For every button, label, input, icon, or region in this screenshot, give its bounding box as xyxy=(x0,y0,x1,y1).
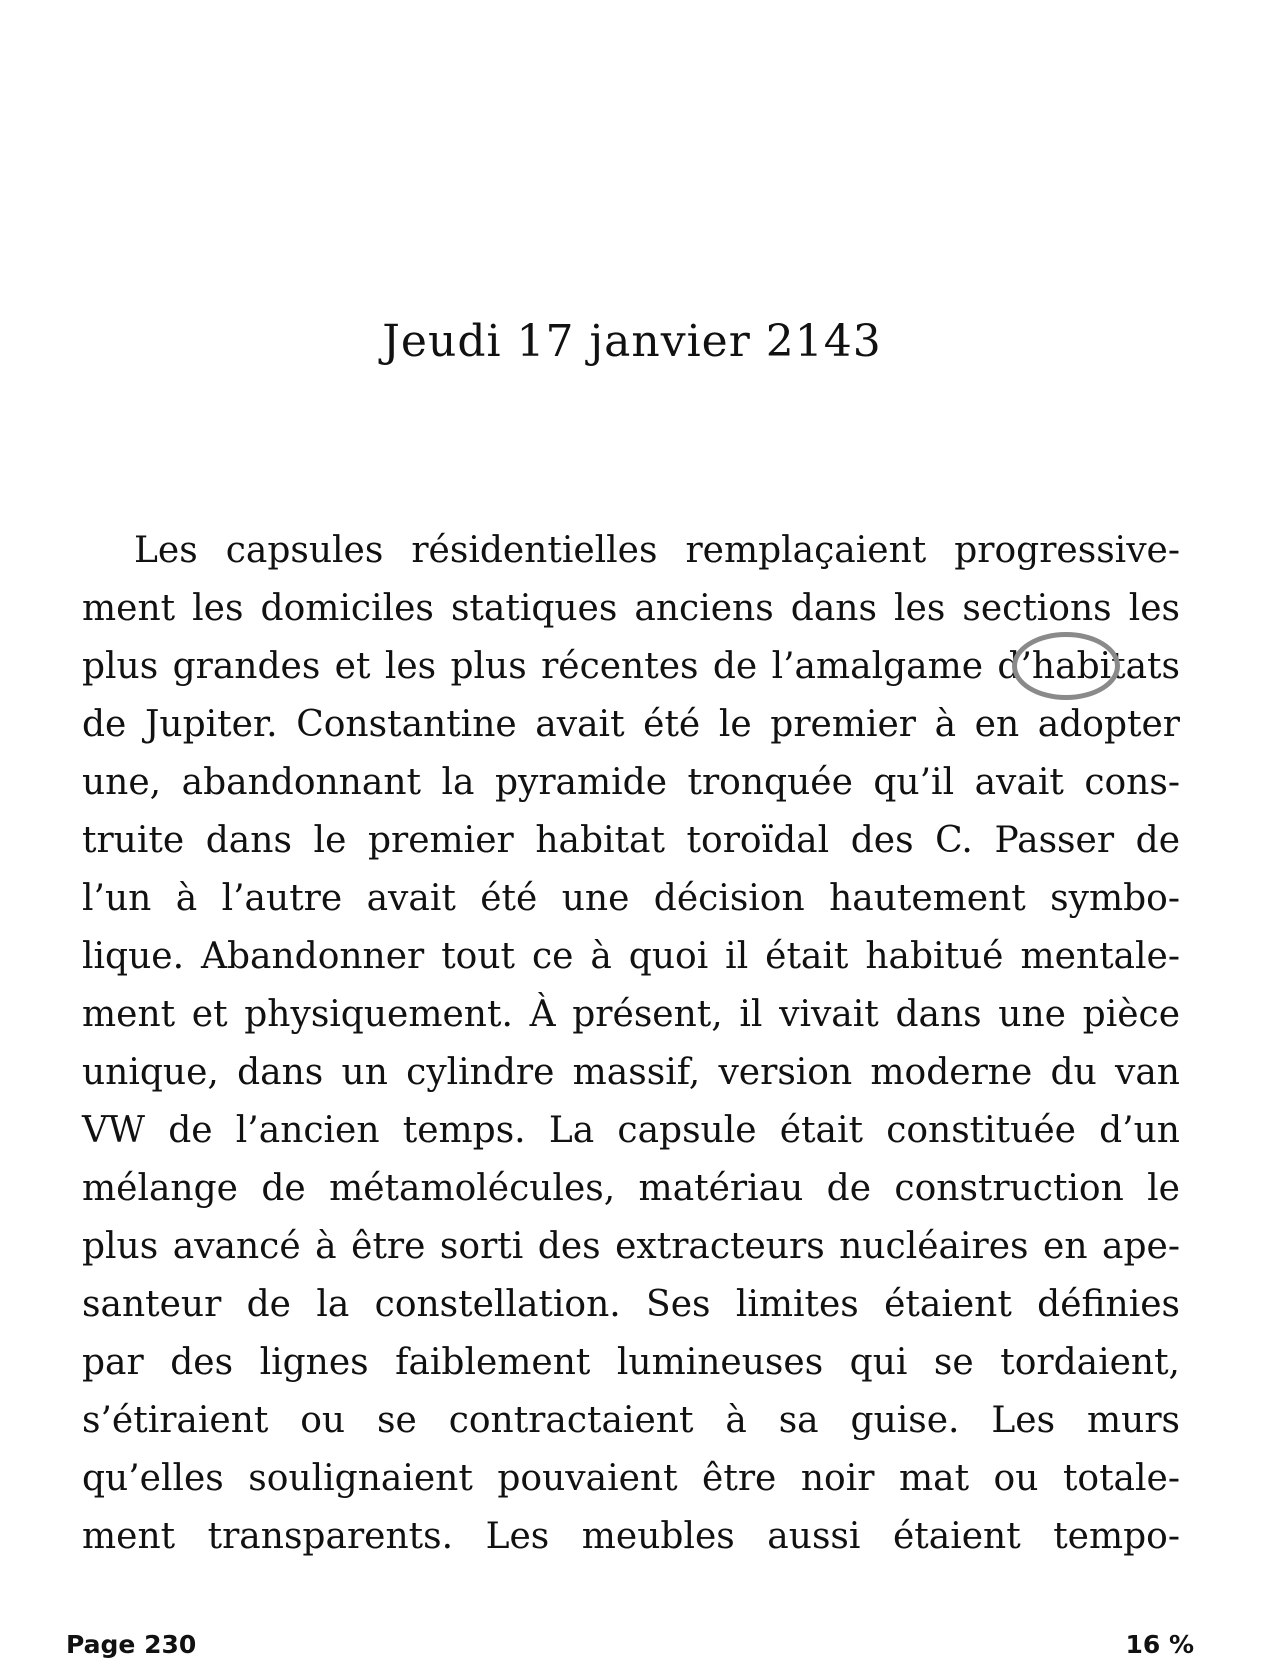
text-line[interactable]: mélange de métamolécules, matériau de construction le xyxy=(82,1168,1180,1209)
text-line[interactable]: Les capsules résidentielles remplaçaient progressive- xyxy=(134,530,1180,571)
text-line[interactable]: ment et physiquement. À présent, il vivait dans une pièce xyxy=(82,994,1180,1035)
text-line[interactable]: une, abandonnant la pyramide tronquée qu’il avait cons- xyxy=(82,762,1180,803)
text-line[interactable]: par des lignes faiblement lumineuses qui se tordaient, xyxy=(82,1342,1180,1383)
page-number: Page 230 xyxy=(66,1630,197,1659)
reader-footer xyxy=(0,1630,1264,1670)
text-line[interactable]: lique. Abandonner tout ce à quoi il était habitué mentale- xyxy=(82,936,1180,977)
text-line[interactable]: santeur de la constellation. Ses limites étaient définies xyxy=(82,1284,1180,1325)
text-line[interactable]: ment transparents. Les meubles aussi étaient tempo- xyxy=(82,1516,1180,1557)
text-line[interactable]: s’étiraient ou se contractaient à sa guise. Les murs xyxy=(82,1400,1180,1441)
chapter-title: Jeudi 17 janvier 2143 xyxy=(382,316,882,367)
reading-progress: 16 % xyxy=(1125,1630,1194,1659)
text-line[interactable]: de Jupiter. Constantine avait été le premier à en adopter xyxy=(82,704,1180,745)
text-line[interactable]: l’un à l’autre avait été une décision hautement symbo- xyxy=(82,878,1180,919)
text-line[interactable]: plus avancé à être sorti des extracteurs nucléaires en ape- xyxy=(82,1226,1180,1267)
text-line[interactable]: VW de l’ancien temps. La capsule était constituée d’un xyxy=(82,1110,1180,1151)
text-line[interactable]: plus grandes et les plus récentes de l’amalgame d’habitats xyxy=(82,646,1180,687)
text-line[interactable]: unique, dans un cylindre massif, version moderne du van xyxy=(82,1052,1180,1093)
text-line[interactable]: qu’elles soulignaient pouvaient être noir mat ou totale- xyxy=(82,1458,1180,1499)
tap-indicator-circle xyxy=(1012,632,1120,700)
text-line[interactable]: ment les domiciles statiques anciens dans les sections les xyxy=(82,588,1180,629)
text-line[interactable]: truite dans le premier habitat toroïdal des C. Passer de xyxy=(82,820,1180,861)
